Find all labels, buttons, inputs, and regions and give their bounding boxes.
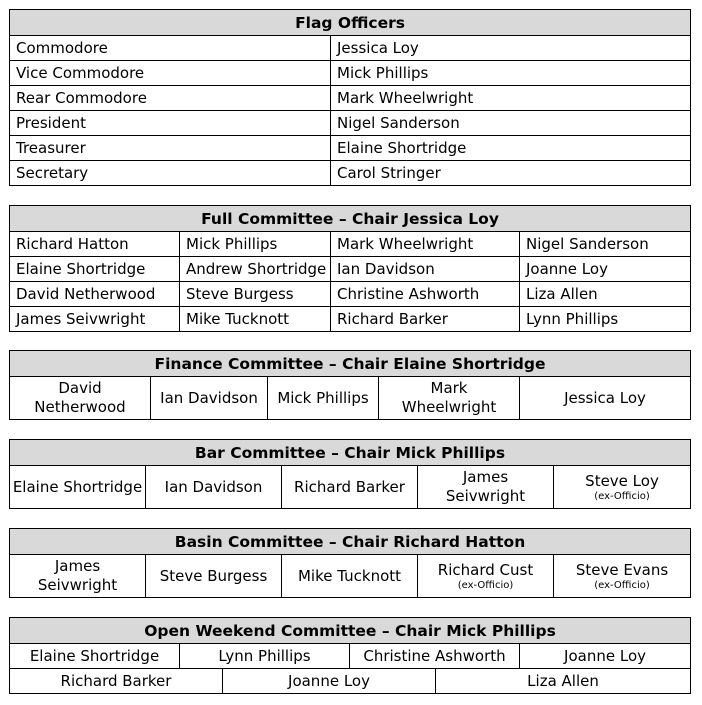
member-cell: Ian Davidson xyxy=(331,257,520,282)
table-row xyxy=(10,644,691,669)
member-second-line: Seivwright xyxy=(445,487,526,505)
ex-officio-note: (ex-Officio) xyxy=(594,490,650,502)
table-row xyxy=(10,36,691,61)
member-cell xyxy=(418,466,554,509)
member-cell: Richard Barker xyxy=(282,466,418,509)
member-cell: Jessica Loy xyxy=(520,377,691,420)
member-cell: Ian Davidson xyxy=(146,466,282,509)
name-cell: Mick Phillips xyxy=(331,61,691,86)
member-cell: Mike Tucknott xyxy=(180,307,331,332)
member-cell: Nigel Sanderson xyxy=(520,232,691,257)
member-cell: James Seivwright xyxy=(10,307,180,332)
basin-committee-table xyxy=(9,528,691,598)
table-row xyxy=(10,61,691,86)
member-cell: Richard Hatton xyxy=(10,232,180,257)
role-cell: Rear Commodore xyxy=(10,86,331,111)
role-cell: President xyxy=(10,111,331,136)
member-first-line: David xyxy=(58,379,102,397)
member-cell: Elaine Shortridge xyxy=(10,466,146,509)
table-row xyxy=(10,136,691,161)
member-second-line: Netherwood xyxy=(34,398,126,416)
member-cell: Joanne Loy xyxy=(520,644,691,669)
table-row xyxy=(10,307,691,332)
member-first-line: James xyxy=(54,557,101,575)
member-cell: Steve Burgess xyxy=(146,555,282,598)
table-row xyxy=(10,86,691,111)
table-row xyxy=(10,257,691,282)
role-cell: Vice Commodore xyxy=(10,61,331,86)
member-cell: Mike Tucknott xyxy=(282,555,418,598)
name-cell: Carol Stringer xyxy=(331,161,691,186)
bar-committee-title: Bar Committee – Chair Mick Phillips xyxy=(10,440,691,466)
table-row xyxy=(10,466,691,509)
member-cell: Liza Allen xyxy=(520,282,691,307)
member-cell xyxy=(554,555,691,598)
member-cell xyxy=(10,555,146,598)
name-cell: Elaine Shortridge xyxy=(331,136,691,161)
member-cell xyxy=(379,377,520,420)
member-cell: Liza Allen xyxy=(436,669,691,694)
name-cell: Mark Wheelwright xyxy=(331,86,691,111)
flag-officers-table xyxy=(9,9,691,186)
member-name: Richard Cust xyxy=(437,560,534,579)
table-row xyxy=(10,555,691,598)
table-row xyxy=(10,161,691,186)
member-first-line: Mark xyxy=(430,379,468,397)
member-cell: Mick Phillips xyxy=(268,377,379,420)
finance-committee-table xyxy=(9,350,691,420)
ex-officio-note: (ex-Officio) xyxy=(594,579,650,591)
name-cell: Jessica Loy xyxy=(331,36,691,61)
member-cell: Andrew Shortridge xyxy=(180,257,331,282)
member-cell: Elaine Shortridge xyxy=(10,257,180,282)
member-second-line: Seivwright xyxy=(37,576,118,594)
table-row xyxy=(10,232,691,257)
member-second-line: Wheelwright xyxy=(401,398,497,416)
role-cell: Secretary xyxy=(10,161,331,186)
member-cell: Christine Ashworth xyxy=(350,644,520,669)
open-weekend-committee-table xyxy=(9,617,691,694)
member-cell: Mick Phillips xyxy=(180,232,331,257)
member-cell: Lynn Phillips xyxy=(520,307,691,332)
member-cell: Mark Wheelwright xyxy=(331,232,520,257)
bar-committee-table xyxy=(9,439,691,509)
flag-officers-title: Flag Officers xyxy=(10,10,691,36)
ex-officio-note: (ex-Officio) xyxy=(457,579,514,591)
member-cell: Steve Burgess xyxy=(180,282,331,307)
full-committee-table xyxy=(9,205,691,332)
table-row xyxy=(10,282,691,307)
member-cell: Lynn Phillips xyxy=(180,644,350,669)
full-committee-title: Full Committee – Chair Jessica Loy xyxy=(10,206,691,232)
member-first-line: James xyxy=(462,468,509,486)
member-name: Steve Loy xyxy=(585,471,659,490)
table-row xyxy=(10,669,691,694)
member-cell: Joanne Loy xyxy=(520,257,691,282)
member-cell xyxy=(10,377,151,420)
member-cell: Christine Ashworth xyxy=(331,282,520,307)
finance-committee-title: Finance Committee – Chair Elaine Shortridge xyxy=(10,351,691,377)
role-cell: Treasurer xyxy=(10,136,331,161)
basin-committee-title: Basin Committee – Chair Richard Hatton xyxy=(10,529,691,555)
member-cell xyxy=(554,466,691,509)
member-name: Steve Evans xyxy=(575,560,669,579)
member-cell: Joanne Loy xyxy=(223,669,436,694)
table-row xyxy=(10,377,691,420)
open-weekend-committee-title: Open Weekend Committee – Chair Mick Phillips xyxy=(10,618,691,644)
name-cell: Nigel Sanderson xyxy=(331,111,691,136)
member-cell: David Netherwood xyxy=(10,282,180,307)
member-cell xyxy=(418,555,554,598)
table-row xyxy=(10,111,691,136)
member-cell: Ian Davidson xyxy=(151,377,268,420)
role-cell: Commodore xyxy=(10,36,331,61)
member-cell: Richard Barker xyxy=(10,669,223,694)
member-cell: Elaine Shortridge xyxy=(10,644,180,669)
member-cell: Richard Barker xyxy=(331,307,520,332)
